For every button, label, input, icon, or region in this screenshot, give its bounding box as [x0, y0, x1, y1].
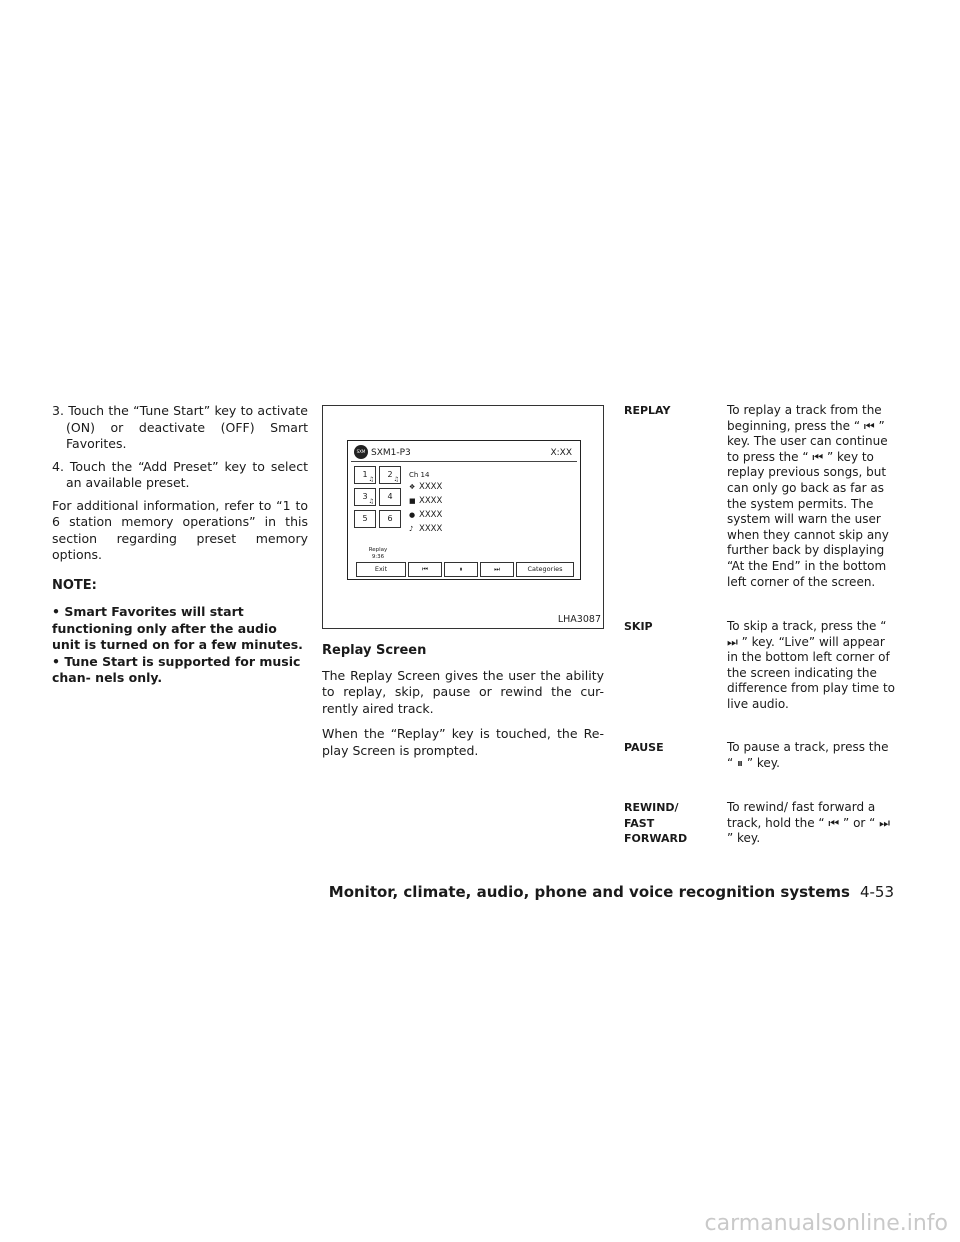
figure-code: LHA3087 [557, 613, 601, 625]
channel-label: Ch 14 [409, 471, 430, 479]
section-title: Monitor, climate, audio, phone and voice recognition systems [328, 883, 850, 901]
previous-track-button[interactable]: ⏮ [408, 562, 442, 577]
folder-icon: ■ [409, 497, 416, 505]
step-3: 3. Touch the “Tune Start” key to activate (ON) or deactivate (OFF) Smart Favorites. [52, 403, 308, 451]
pause-button[interactable]: ⏸ [444, 562, 478, 577]
favorite-icon: ♫ [368, 476, 374, 483]
preset-4[interactable]: 4 [379, 488, 401, 506]
exit-button[interactable]: Exit [356, 562, 406, 577]
category-row: ■ XXXX [409, 493, 442, 510]
clock-label: X:XX [550, 448, 572, 458]
info-paragraph: For additional information, refer to “1 to 6 station memory operations” in this section regarding preset memory options. [52, 497, 308, 562]
next-track-button[interactable]: ⏭ [480, 562, 514, 577]
note-2: • Tune Start is supported for music chan- nels only. [52, 653, 301, 685]
page-number: 4-53 [859, 883, 894, 901]
desc-replay: To replay a track from the beginning, press the “ ⏮ ” key. The user can continue to press the “ ⏮ ” key to replay previous songs, but can only go back as far as the system permits. The system will warn the user when they cannot skip any further back by displaying “At the End” in the bottom left corner of the screen. [727, 403, 889, 589]
middle-column [322, 405, 604, 768]
channel-name-row: ❖ XXXX [409, 479, 442, 496]
station-label: SXM1-P3 [371, 448, 411, 458]
watermark: carmanualsonline.info [704, 1211, 948, 1236]
preset-2[interactable]: 2 ♫ [379, 466, 401, 484]
replay-indicator: Replay 9:36 [368, 547, 388, 560]
preset-6[interactable]: 6 [379, 510, 401, 528]
left-column [52, 403, 308, 687]
term-rewind-fast-forward: REWIND/ FAST FORWARD [624, 801, 688, 846]
header-divider [351, 461, 577, 462]
note-1: • Smart Favorites will start functioning only after the audio unit is turned on for a few minutes. [52, 604, 303, 652]
preset-5[interactable]: 5 [354, 510, 376, 528]
favorite-icon: ♫ [393, 476, 399, 483]
preset-1[interactable]: 1 ♫ [354, 466, 376, 484]
desc-pause: To pause a track, press the “ ⏸ ” key. [727, 740, 889, 770]
term-skip: SKIP [624, 620, 653, 633]
audio-screen [347, 440, 581, 580]
music-note-icon: ♪ [409, 525, 414, 533]
note-title: NOTE: [52, 577, 97, 593]
preset-3[interactable]: 3 ♫ [354, 488, 376, 506]
term-replay: REPLAY [624, 404, 671, 417]
song-row: ♪ XXXX [409, 521, 442, 538]
term-pause: PAUSE [624, 741, 664, 754]
person-icon: ● [409, 511, 416, 519]
siriusxm-logo-icon: SXM [354, 445, 368, 459]
step-4: 4. Touch the “Add Preset” key to select an available preset. [52, 458, 308, 490]
section-heading: Replay Screen [322, 643, 427, 658]
desc-skip: To skip a track, press the “ ⏭ ” key. “Live” will appear in the bottom left corner of the screen indicating the difference from play time to live audio. [727, 619, 895, 711]
replay-screen-figure [322, 405, 604, 629]
replay-prompt: When the “Replay” key is touched, the Re- play Screen is prompted. [322, 726, 604, 758]
desc-rewind-fast-forward: To rewind/ fast forward a track, hold the “ ⏮ ” or “ ⏭ ” key. [727, 800, 890, 846]
artist-row: ● XXXX [409, 507, 442, 524]
page-footer [329, 883, 894, 901]
favorite-icon: ♫ [368, 498, 374, 505]
categories-button[interactable]: Categories [516, 562, 574, 577]
radio-icon: ❖ [409, 483, 416, 491]
replay-intro: The Replay Screen gives the user the ability to replay, skip, pause or rewind the cur- rently aired track. [322, 667, 604, 716]
